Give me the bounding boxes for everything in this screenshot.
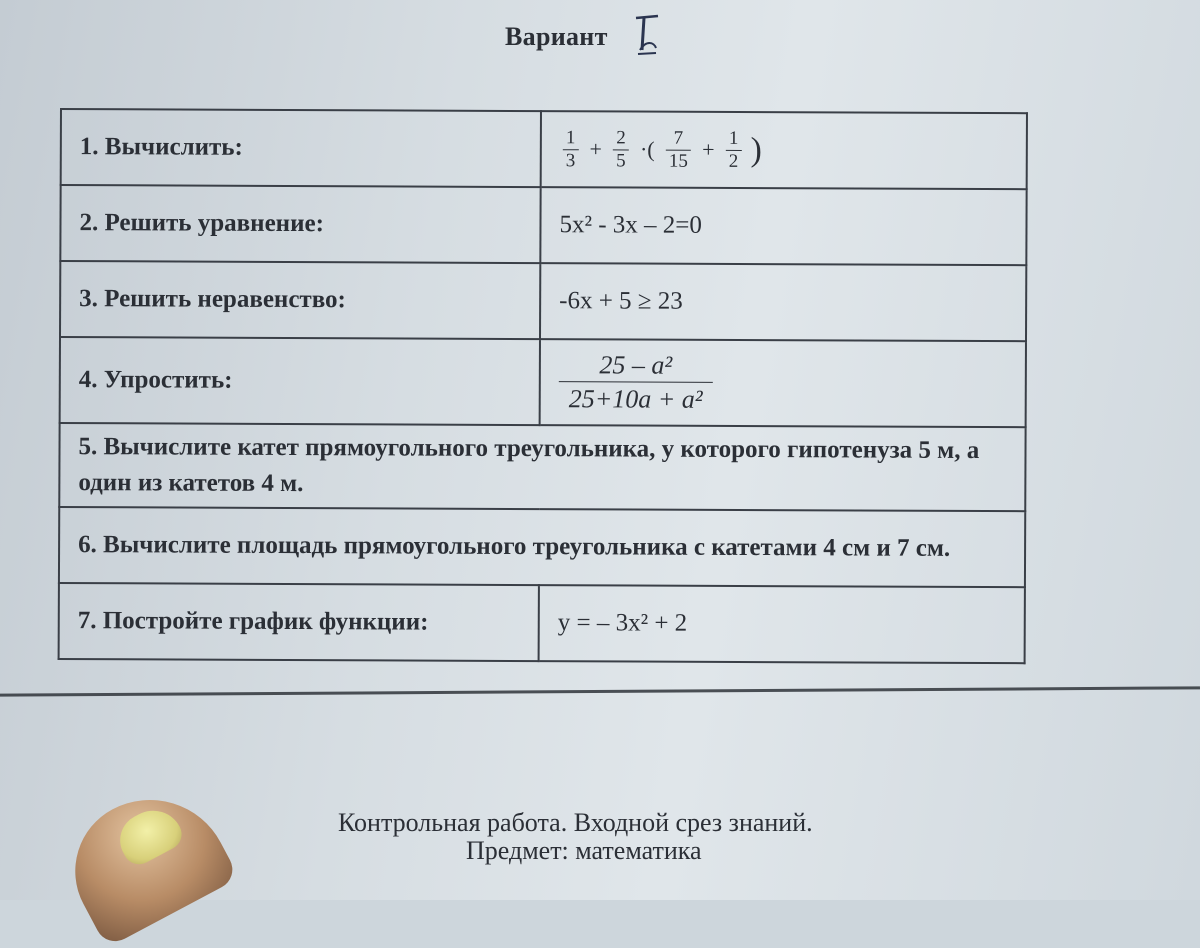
fraction: $\frac{7}{15}$ xyxy=(666,127,691,172)
task-7-expression: y = – 3x² + 2 xyxy=(539,585,1025,663)
task-row-7 xyxy=(59,583,1025,663)
handwritten-variant-number-icon xyxy=(632,10,662,58)
task-4-label: 4. Упростить: xyxy=(60,337,540,425)
variant-title: Вариант xyxy=(505,22,608,51)
task-row-3 xyxy=(60,261,1026,341)
task-row-1 xyxy=(61,109,1027,189)
task-6-text: 6. Вычислите площадь прямоугольного треугольника с катетами 4 см и 7 см. xyxy=(59,507,1025,587)
task-row-6 xyxy=(59,507,1025,587)
task-2-expression: 5x² - 3x – 2=0 xyxy=(540,187,1026,265)
task-5-text: 5. Вычислите катет прямоугольного треугольника, у которого гипотенуза 5 м, а один из катетов 4 м. xyxy=(59,423,1025,511)
fraction: $\frac{1}{2}$ xyxy=(726,127,742,172)
fraction-denominator: 25+10a + a² xyxy=(559,381,713,417)
fraction: $\frac{2}{5}$ xyxy=(613,127,629,172)
task-3-expression: -6x + 5 ≥ 23 xyxy=(540,263,1026,341)
task-3-label: 3. Решить неравенство: xyxy=(60,261,540,339)
task-row-2 xyxy=(60,185,1026,265)
fraction-numerator: 25 – a² xyxy=(599,349,673,380)
task-row-5 xyxy=(59,423,1025,511)
task-4-expression xyxy=(540,339,1026,427)
footer-subject: Предмет: математика xyxy=(466,836,702,865)
task-7-label: 7. Постройте график функции: xyxy=(59,583,539,661)
task-1-expression: $\frac{1}{3}$ + $\frac{2}{5}$ ·( $\frac{7}{15}$ + $\frac{1}{2}$ ) xyxy=(541,111,1027,189)
rational-fraction xyxy=(559,349,713,417)
task-2-label: 2. Решить уравнение: xyxy=(60,185,540,263)
footer-title: Контрольная работа. Входной срез знаний. xyxy=(338,808,813,837)
tasks-table xyxy=(58,108,1028,664)
task-1-label: 1. Вычислить: xyxy=(61,109,541,187)
fraction: $\frac{1}{3}$ xyxy=(563,127,579,172)
task-row-4 xyxy=(60,337,1026,427)
